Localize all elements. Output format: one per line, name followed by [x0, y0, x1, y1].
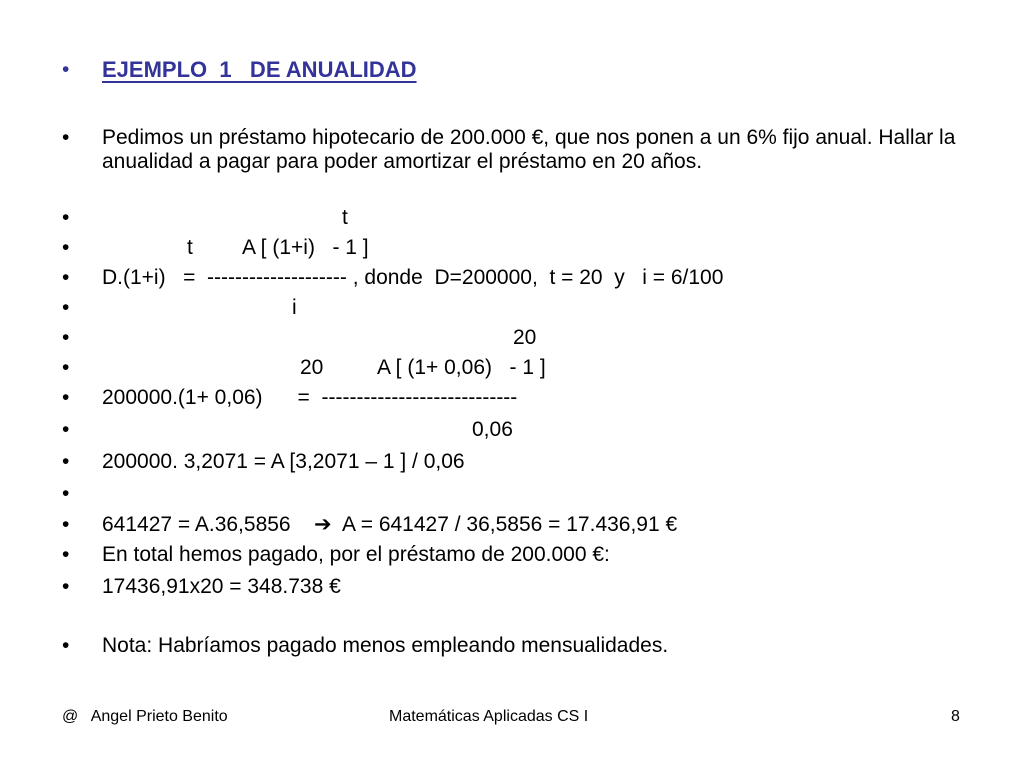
- bullet: •: [62, 326, 70, 349]
- exponent-t: t: [342, 206, 348, 229]
- bullet: •: [62, 543, 70, 566]
- bullet: •: [62, 634, 70, 657]
- numerator: A [ (1+ 0,06) - 1 ]: [377, 356, 546, 379]
- numerator: A [ (1+i) - 1 ]: [242, 236, 369, 259]
- bullet: •: [62, 266, 70, 289]
- formula-main: D.(1+i) = -------------------- , donde D=200000, t = 20 y i = 6/100: [102, 266, 724, 289]
- formula-step: 200000. 3,2071 = A [3,2071 – 1 ] / 0,06: [102, 450, 465, 473]
- bullet: •: [62, 386, 70, 409]
- bullet: •: [62, 513, 70, 536]
- formula-substituted: 200000.(1+ 0,06) = ----------------------------: [102, 386, 518, 409]
- bullet: •: [62, 58, 70, 81]
- exponent-20: 20: [300, 356, 324, 379]
- total-paid-text: En total hemos pagado, por el préstamo de 200.000 €:: [102, 543, 610, 566]
- denominator: i: [292, 296, 297, 319]
- denominator: 0,06: [472, 418, 513, 441]
- footer-author: @ Angel Prieto Benito: [62, 708, 228, 725]
- total-result: 17436,91x20 = 348.738 €: [102, 575, 341, 598]
- bullet: •: [62, 575, 70, 598]
- bullet: •: [62, 356, 70, 379]
- bullet: •: [62, 126, 70, 149]
- slide-title: EJEMPLO 1 DE ANUALIDAD: [102, 57, 417, 82]
- problem-statement: Pedimos un préstamo hipotecario de 200.000 €, que nos ponen a un 6% fijo anual. Hallar la anualidad a pagar para poder amortizar el préstamo en 20 años.: [102, 126, 956, 173]
- footer-course: Matemáticas Aplicadas CS I: [389, 708, 589, 725]
- note-text: Nota: Habríamos pagado menos empleando mensualidades.: [102, 634, 669, 657]
- footer-page-number: 8: [951, 708, 960, 725]
- formula-result: 641427 = A.36,5856 ➔ A = 641427 / 36,5856 = 17.436,91 €: [102, 513, 678, 536]
- exponent-20: 20: [513, 326, 537, 349]
- bullet: •: [62, 482, 70, 505]
- bullet: •: [62, 450, 70, 473]
- bullet: •: [62, 296, 70, 319]
- bullet: •: [62, 206, 70, 229]
- bullet: •: [62, 418, 70, 441]
- exponent-t: t: [187, 236, 193, 259]
- bullet: •: [62, 236, 70, 259]
